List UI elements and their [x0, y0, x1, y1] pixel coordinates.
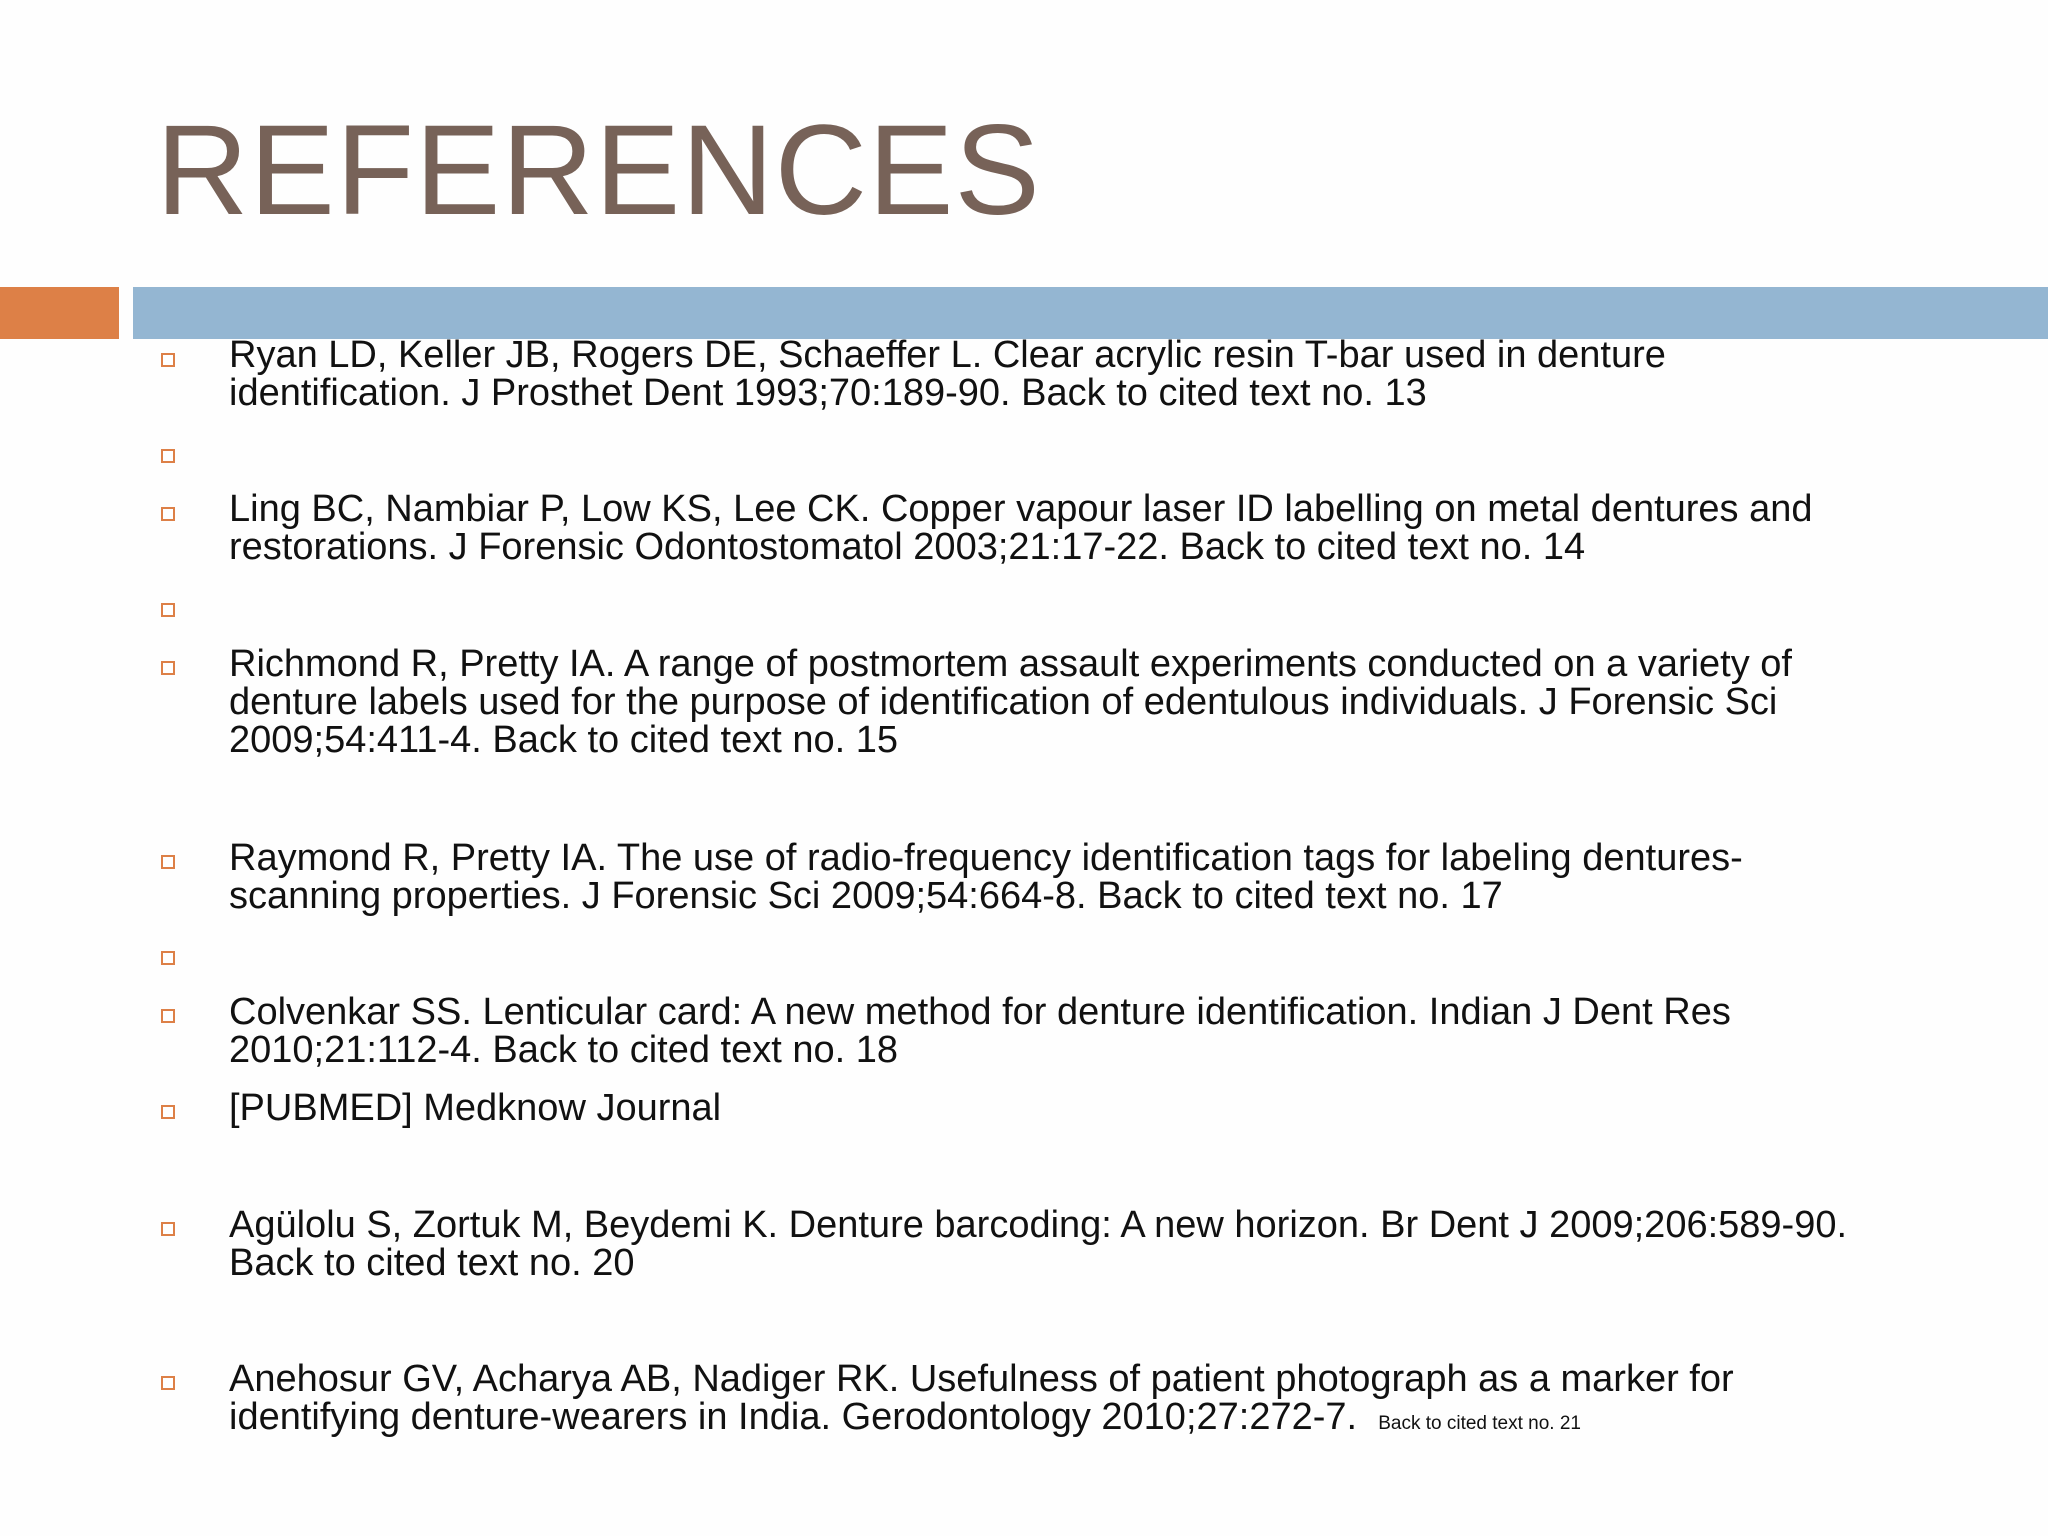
bullet-square-icon — [161, 1105, 175, 1119]
reference-line: identifying denture-wearers in India. Gerodontology 2010;27:272-7. — [229, 1396, 1358, 1438]
bullet-square-icon — [161, 507, 175, 521]
reference-backlink-small: Back to cited text no. 21 — [1378, 1413, 1581, 1434]
reference-line-with-note — [229, 1398, 1929, 1436]
reference-text — [229, 645, 1929, 759]
bullet-square-icon — [161, 353, 175, 367]
reference-line: Back to cited text no. 20 — [229, 1242, 635, 1284]
reference-text — [229, 336, 1929, 412]
bullet-square-icon — [161, 449, 175, 463]
reference-text — [229, 993, 1929, 1069]
reference-line: 2009;54:411-4. Back to cited text no. 15 — [229, 719, 898, 761]
reference-text — [229, 839, 1929, 915]
bullet-square-icon — [161, 661, 175, 675]
reference-line: identification. J Prosthet Dent 1993;70:189-90. Back to cited text no. 13 — [229, 372, 1427, 414]
reference-text — [229, 1360, 1929, 1436]
reference-line: Ryan LD, Keller JB, Rogers DE, Schaeffer L. Clear acrylic resin T-bar used in denture — [229, 334, 1666, 376]
bullet-square-icon — [161, 1222, 175, 1236]
reference-line: Ling BC, Nambiar P, Low KS, Lee CK. Copper vapour laser ID labelling on metal dentures and — [229, 488, 1813, 530]
reference-line: Raymond R, Pretty IA. The use of radio-frequency identification tags for labeling dentures- — [229, 837, 1743, 879]
bullet-square-icon — [161, 855, 175, 869]
reference-text — [229, 490, 1929, 566]
bullet-square-icon — [161, 1009, 175, 1023]
reference-line: Anehosur GV, Acharya AB, Nadiger RK. Usefulness of patient photograph as a marker for — [229, 1358, 1734, 1400]
bullet-square-icon — [161, 1376, 175, 1390]
reference-line: denture labels used for the purpose of identification of edentulous individuals. J Forensic Sci — [229, 681, 1778, 723]
bullet-square-icon — [161, 603, 175, 617]
reference-line: 2010;21:112-4. Back to cited text no. 18 — [229, 1029, 898, 1071]
reference-text — [229, 1089, 1929, 1127]
reference-line: scanning properties. J Forensic Sci 2009;54:664-8. Back to cited text no. 17 — [229, 875, 1503, 917]
reference-line: [PUBMED] Medknow Journal — [229, 1087, 722, 1129]
slide-title: REFERENCES — [156, 99, 1041, 242]
reference-line: restorations. J Forensic Odontostomatol 2003;21:17-22. Back to cited text no. 14 — [229, 526, 1586, 568]
reference-text — [229, 1206, 1929, 1282]
reference-line: Richmond R, Pretty IA. A range of postmortem assault experiments conducted on a variety of — [229, 643, 1792, 685]
reference-line: Agülolu S, Zortuk M, Beydemi K. Denture barcoding: A new horizon. Br Dent J 2009;206:589-90. — [229, 1204, 1848, 1246]
bullet-square-icon — [161, 951, 175, 965]
reference-line: Colvenkar SS. Lenticular card: A new method for denture identification. Indian J Dent Res — [229, 991, 1731, 1033]
